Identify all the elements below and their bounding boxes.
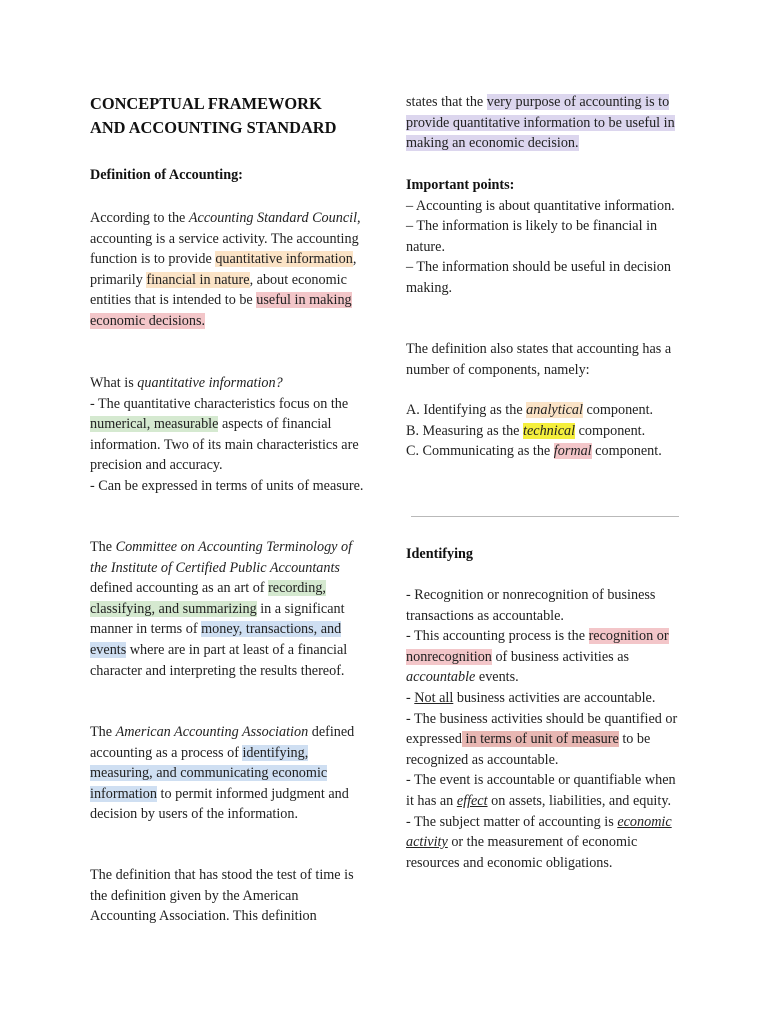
identifying-heading: Identifying: [406, 546, 474, 562]
text: defined accounting as a process of: [90, 724, 355, 761]
text: A. Identifying as the: [406, 402, 527, 418]
component-formal: [406, 441, 684, 462]
paragraph-aaa-definition: [90, 722, 365, 825]
text: in a significant manner in terms of: [90, 600, 345, 638]
question: [90, 373, 365, 394]
highlight-money-transactions: money, transactions, and events: [90, 621, 342, 658]
definition-heading: Definition of Accounting:: [90, 167, 243, 183]
text: - The business activities should be quantified or expressed: [406, 710, 678, 748]
text: The: [90, 724, 116, 740]
paragraph-asc-definition: [90, 208, 365, 332]
highlight-analytical: analytical: [526, 402, 583, 418]
title-line-1: CONCEPTUAL FRAMEWORK: [90, 94, 322, 113]
text: According to the: [90, 210, 189, 226]
accountable-term: accountable: [406, 669, 476, 686]
text: , about economic entities that is intended to be: [90, 271, 347, 309]
list-item: [406, 770, 684, 811]
paragraph-components-intro: The definition also states that accounting has a number of components, namely:: [406, 341, 672, 378]
list-item: [406, 626, 684, 688]
list-item: [406, 688, 684, 709]
text: - The event is accountable or quantifiable when it has an: [406, 772, 676, 809]
bullet-units: - Can be expressed in terms of units of measure.: [90, 477, 364, 494]
paragraph-definition-continued: [406, 92, 684, 154]
section-divider: [411, 516, 679, 517]
list-item: – Accounting is about quantitative information.: [406, 197, 675, 214]
text: component.: [575, 422, 646, 439]
text: on assets, liabilities, and equity.: [487, 792, 672, 809]
highlight-financial-in-nature: financial in nature: [146, 271, 250, 288]
text: to be recognized as accountable.: [406, 731, 651, 768]
text: states that the: [406, 94, 487, 110]
paragraph-committee-definition: [90, 537, 365, 681]
text: - The subject matter of accounting is: [406, 813, 618, 830]
component-analytical: [406, 400, 684, 421]
text: , accounting is a service activity. The accounting function is to provide: [90, 210, 361, 268]
text: , primarily: [90, 251, 357, 288]
text: component.: [591, 443, 662, 460]
highlight-formal: formal: [553, 443, 592, 460]
identifying-list: [406, 585, 684, 873]
bullet-characteristics: [90, 394, 365, 476]
text: -: [406, 689, 415, 706]
asc-name: Accounting Standard Council: [188, 210, 358, 226]
highlight-numerical-measurable: numerical, measurable: [90, 416, 219, 433]
list-item: – The information should be useful in decision making.: [406, 259, 671, 296]
title-line-2: AND ACCOUNTING STANDARD: [90, 118, 337, 137]
text: - This accounting process is the: [406, 628, 589, 645]
text: - The quantitative characteristics focus on the: [90, 395, 349, 412]
paragraph-quantitative-info: [90, 373, 365, 497]
aaa-name: American Accounting Association: [115, 724, 309, 740]
committee-name: Committee on Accounting Terminology of the Institute of Certified Public Accountants: [90, 539, 353, 576]
highlight-unit-of-measure: in terms of unit of measure: [461, 731, 619, 748]
text: business activities are accountable.: [453, 689, 656, 706]
paragraph-test-of-time: The definition that has stood the test of time is the definition given by the American Accounting Association. This definition: [90, 867, 354, 925]
highlight-quantitative-information: quantitative information: [215, 251, 353, 268]
list-item: – The information is likely to be financial in nature.: [406, 218, 658, 255]
highlight-recognition: recognition or nonrecognition: [406, 628, 669, 665]
text: or the measurement of economic resources and economic obligations.: [406, 834, 638, 871]
question-term: quantitative information?: [137, 375, 283, 391]
highlight-useful-decisions: useful in making economic decisions.: [90, 292, 352, 329]
text: component.: [582, 402, 654, 418]
page-title: [90, 92, 365, 140]
highlight-technical: technical: [523, 422, 576, 439]
text: The: [90, 539, 116, 555]
not-all-underlined: Not all: [414, 689, 454, 706]
list-item: - Recognition or nonrecognition of business transactions as accountable.: [406, 587, 656, 624]
text: What is: [90, 375, 138, 391]
text: C. Communicating as the: [406, 443, 554, 460]
important-points-list: [406, 196, 684, 299]
text: events.: [475, 669, 519, 686]
text: aspects of financial information. Two of its main characteristics are precision and accuracy.: [90, 416, 359, 474]
highlight-identifying-measuring: identifying, measuring, and communicating economic information: [90, 744, 328, 802]
text: B. Measuring as the: [406, 422, 524, 439]
components-list: [406, 400, 684, 462]
highlight-recording-classifying: recording, classifying, and summarizing: [90, 580, 326, 617]
list-item: [406, 812, 684, 874]
economic-activity-term: economic activity: [406, 813, 672, 851]
important-points-heading: Important points:: [406, 177, 515, 193]
text: to permit informed judgment and decision by users of the information.: [90, 785, 349, 823]
effect-term: effect: [456, 792, 488, 809]
highlight-very-purpose: very purpose of accounting is to provide quantitative information to be useful in making an economic decision.: [406, 94, 675, 152]
text: where are in part at least of a financial character and interpreting the results thereof.: [90, 641, 348, 679]
text: defined accounting as an art of: [90, 580, 269, 597]
component-technical: [406, 421, 684, 442]
list-item: [406, 709, 684, 771]
text: of business activities as: [491, 648, 630, 665]
